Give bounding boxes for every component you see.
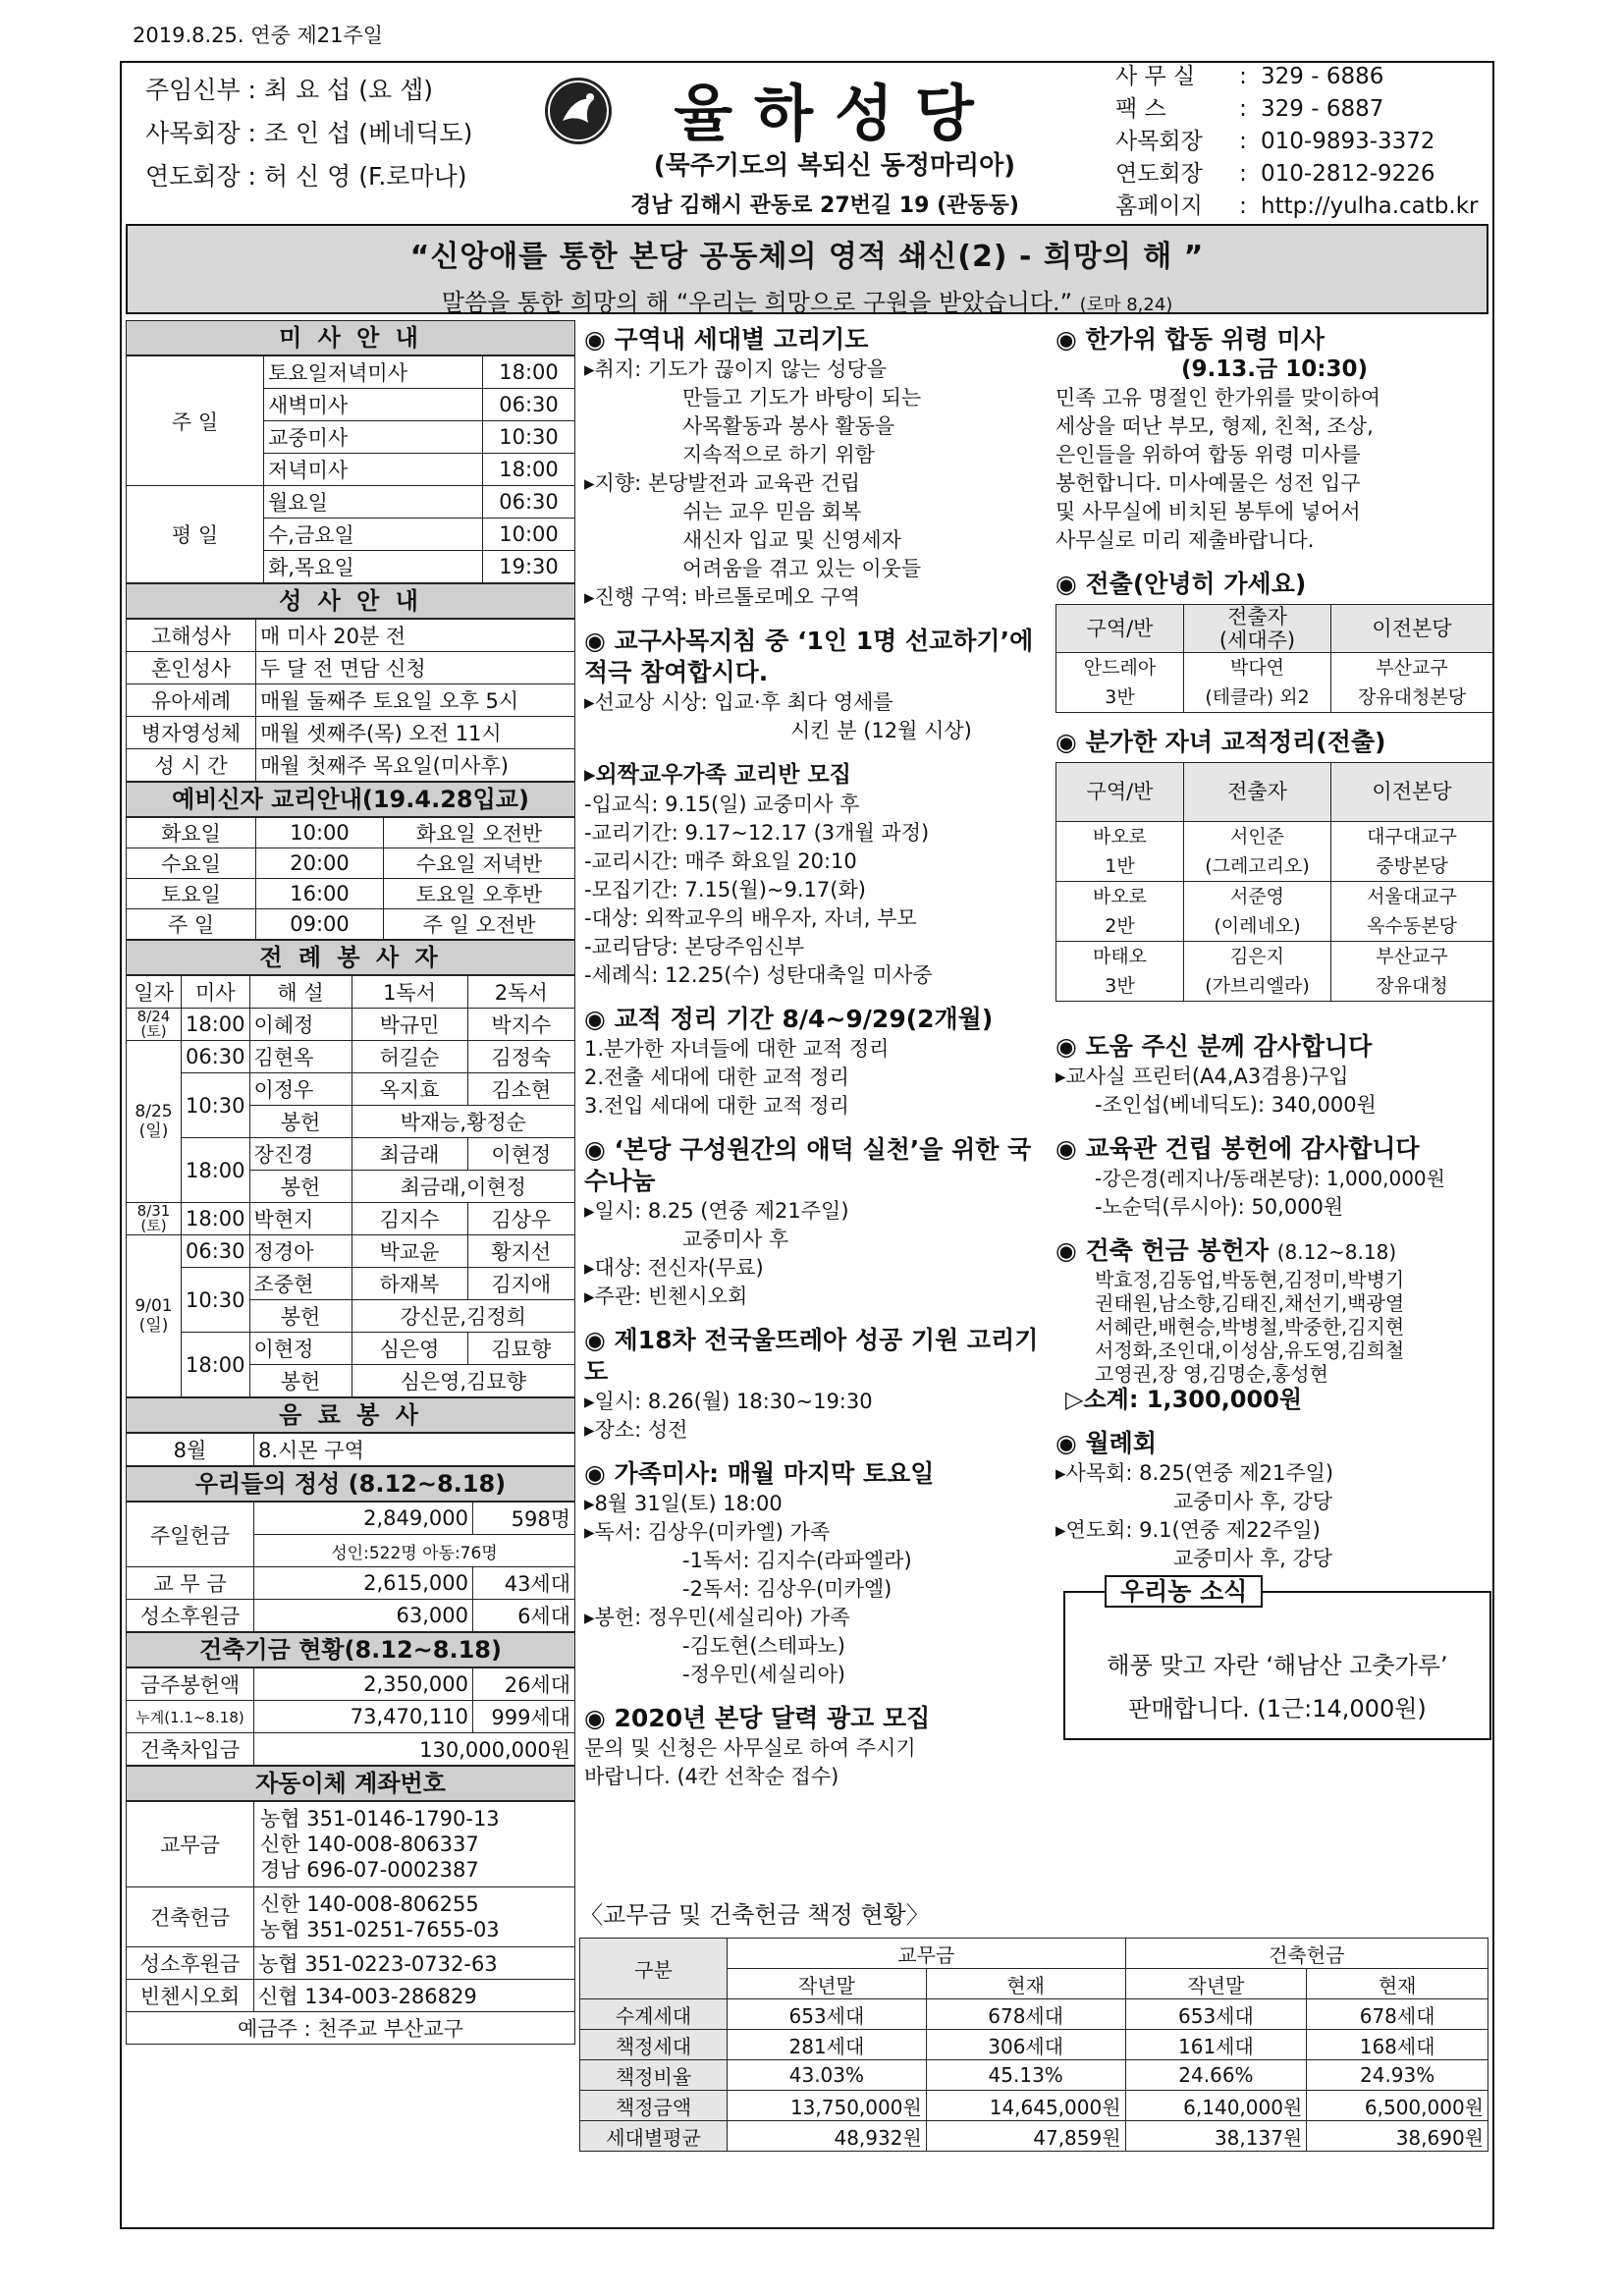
church-subtitle: (묵주기도의 복되신 동정마리아) <box>653 151 1016 181</box>
left-column <box>126 320 575 2045</box>
contact-row: 사목회장 : 010-9893-3372 <box>1115 129 1435 154</box>
donation-total: ▷소계: 1,300,000원 <box>1065 1386 1303 1413</box>
section-heading: ◉ 월례회 <box>1055 1429 1157 1457</box>
right-column: ◉ 한가위 합동 위령 미사 (9.13.금 10:30) 민족 고유 명절인 한가위를 맞이하여 세상을 떠난 부모, 형제, 친척, 조상, 은인들을 위하여 합동 위령 미사를 봉헌합니다. 미사예물은 성전 입구 및 사무실에 비치된 봉투에 넣어서 사무실로 미리 제출바랍니다. ◉ 전출(안녕히 가세요) 구역/반 전출자 (세대주) 이전본당 안드레아 3반 박다연 (테클라) 외2 부산교구 장유대청본당 ◉ 분가한 자녀 교적정리(전출) 구역/반 전출자 이전본당 바오로 1반 서인준 (그레고리오) 대구대교구 중방본당 바오로 2반 서준영 (이레네오) 서울대교구 옥수동본당 마태오 3반 김은지 (가브리엘라) 부산교구 장유대청 ◉ 도움 주신 분께 감사합니다 ▸교사실 프린터(A4,A3겸용)구입 -조인섭(베네딕도): 340,000원 ◉ 교육관 건립 봉헌에 감사합니다 -강은경(레지나/동래본당): 1,000,000원 -노순덕(루시아): 50,000원 ◉ 건축 헌금 봉헌자 (8.12~8.18) 박효정,김동업,박동현,김정미,박병기 권태원,남소향,김태진,채선기,백광열 서혜란,배현승,박병철,박중한,김지현 서정화,조인대,이성삼,유도영,김희철 고영권,장 영,김명순,홍성현 ▷소계: 1,300,000원 ◉ 월례회 ▸사목회: 8.25(연중 제21주일) 교중미사 후, 강당 ▸연도회: 9.1(연중 제22주일) 교중미사 후, 강당 우리농 소식 해풍 맞고 자란 ‘해남산 고춧가루’ 판매합니다. (1근:14,000원) <box>1055 324 1493 1740</box>
section-heading: ◉ ‘본당 구성원간의 애덕 실천’을 위한 국수나눔 <box>584 1135 1032 1195</box>
church-logo-icon <box>545 78 612 144</box>
church-masthead <box>530 63 1080 218</box>
contact-list <box>1115 61 1478 223</box>
catechumen-title: 예비신자 교리안내(19.4.28입교) <box>126 782 575 817</box>
mass-title: 미 사 안 내 <box>126 320 575 355</box>
sacrament-title: 성 사 안 내 <box>126 583 575 619</box>
section-heading: ◉ 도움 주신 분께 감사합니다 <box>1055 1032 1373 1061</box>
clergy-list <box>145 69 472 198</box>
dues-status-table: 구분 교무금 건축헌금 작년말 현재 작년말 현재 수계세대 653세대 678세대 653세대 678세대 책정세대 281세대 306세대 161세대 168세대 책정비율 43.03% 45.13% 24.66% 24.93% 책정금액 13,750,000원 14,645,000원 6,140,000원 6,500,000원 세대별평균 48,932원 47,859원 38,137원 38,690원 <box>579 1938 1488 2152</box>
homepage-link[interactable]: http://yulha.catb.kr <box>1261 193 1479 219</box>
section-heading: ◉ 가족미사: 매월 마지막 토요일 <box>584 1459 935 1488</box>
issue-date: 2019.8.25. 연중 제21주일 <box>133 24 384 47</box>
farm-news-box: 우리농 소식 해풍 맞고 자란 ‘해남산 고춧가루’ 판매합니다. (1근:14,000원) <box>1063 1591 1491 1740</box>
dues-status <box>579 1895 1488 2152</box>
contact-row: 사 무 실 : 329 - 6886 <box>1115 64 1384 89</box>
clergy-row: 주임신부 : 최 요 섭 (요 셉) <box>145 76 433 104</box>
middle-column: ◉ 구역내 세대별 고리기도 ▸취지: 기도가 끊이지 않는 성당을 만들고 기도가 바탕이 되는 사목활동과 봉사 활동을 지속적으로 하기 위함 ▸지향: 본당발전과 교육관 건립 쉬는 교우 믿음 회복 새신자 입교 및 신영세자 어려움을 겪고 있는 이웃들 ▸진행 구역: 바르톨로메오 구역 ◉ 교구사목지침 중 ‘1인 1명 선교하기’에 적극 참여합시다. ▸선교상 시상: 입교·후 최다 영세를 시킨 분 (12월 시상) ▸외짝교우가족 교리반 모집 -입교식: 9.15(일) 교중미사 후 -교리기간: 9.17~12.17 (3개월 과정) -교리시간: 매주 화요일 20:10 -모집기간: 7.15(월)~9.17(화) -대상: 외짝교우의 배우자, 자녀, 부모 -교리담당: 본당주임신부 -세례식: 12.25(수) 성탄대축일 미사중 ◉ 교적 정리 기간 8/4~9/29(2개월) 1.분가한 자녀들에 대한 교적 정리 2.전출 세대에 대한 교적 정리 3.전입 세대에 대한 교적 정리 ◉ ‘본당 구성원간의 애덕 실천’을 위한 국수나눔 ▸일시: 8.25 (연중 제21주일) 교중미사 후 ▸대상: 전신자(무료) ▸주관: 빈첸시오회 ◉ 제18차 전국울뜨레아 성공 기원 고리기도 ▸일시: 8.26(월) 18:30~19:30 ▸장소: 성전 ◉ 가족미사: 매월 마지막 토요일 ▸8월 31일(토) 18:00 ▸독서: 김상우(미카엘) 가족 -1독서: 김지수(라파엘라) -2독서: 김상우(미카엘) ▸봉헌: 정우민(세실리아) 가족 -김도현(스테파노) -정우민(세실리아) ◉ 2020년 본당 달력 광고 모집 문의 및 신청은 사무실로 하여 주시기 바랍니다. (4칸 선착순 접수) <box>584 324 1046 1791</box>
theme-subtitle: 말씀을 통한 희망의 해 “우리는 희망으로 구원을 받았습니다.” (로마 8,24) <box>441 289 1173 316</box>
liturgy-table: 일자 미사 해 설 1독서 2독서 8/24 (토) 18:00 이혜정 박규민 박지수 8/25 (일) 06:30 김현옥 허길순 김정숙 10:30 이정우 옥지효 김소현 봉헌 박재능,황정순 18:00 장진경 최금래 이현정 봉헌 최금래,이현정 8/31 (토) 18:00 박현지 김지수 김상우 9/01 (일) 06:30 정경아 박교윤 황지선 10:30 조중현 하재복 김지애 봉헌 강신문,김정희 18:00 이현정 심은영 김묘향 봉헌 심은영,김묘향 <box>126 975 575 1397</box>
section-heading: ◉ 교적 정리 기간 8/4~9/29(2개월) <box>584 1005 994 1033</box>
theme-banner <box>126 224 1488 314</box>
dues-status-title: 〈교무금 및 건축헌금 책정 현황〉 <box>579 1901 930 1929</box>
church-address: 경남 김해시 관동로 27번길 19 (관동동) <box>630 193 1019 218</box>
drink-table: 8월 8.시몬 구역 <box>126 1433 575 1466</box>
section-heading: ◉ 한가위 합동 위령 미사 <box>1055 325 1325 354</box>
building-fund-table: 금주봉헌액 2,350,000 26세대 누계(1.1~8.18) 73,470,110 999세대 건축차입금 130,000,000원 <box>126 1667 575 1766</box>
section-heading: ◉ 교육관 건립 봉헌에 감사합니다 <box>1055 1134 1420 1163</box>
liturgy-title: 전 례 봉 사 자 <box>126 940 575 975</box>
child-transfer-table: 구역/반 전출자 이전본당 바오로 1반 서인준 (그레고리오) 대구대교구 중방본당 바오로 2반 서준영 (이레네오) 서울대교구 옥수동본당 마태오 3반 김은지 (가브리엘라) 부산교구 장유대청 <box>1055 762 1493 1002</box>
section-heading: ◉ 구역내 세대별 고리기도 <box>584 325 869 354</box>
section-heading: ◉ 건축 헌금 봉헌자 (8.12~8.18) <box>1055 1236 1397 1265</box>
section-heading: ◉ 분가한 자녀 교적정리(전출) <box>1055 728 1386 756</box>
section-heading: ◉ 전출(안녕히 가세요) <box>1055 570 1307 598</box>
contact-row: 연도회장 : 010-2812-9226 <box>1115 161 1435 187</box>
transfer-table: 구역/반 전출자 (세대주) 이전본당 안드레아 3반 박다연 (테클라) 외2 부산교구 장유대청본당 <box>1055 604 1493 713</box>
farm-news-title: 우리농 소식 <box>1105 1575 1263 1608</box>
contact-row: 홈페이지 : http://yulha.catb.kr <box>1115 191 1478 223</box>
contact-row: 팩 스 : 329 - 6887 <box>1115 96 1384 122</box>
section-heading: ◉ 교구사목지침 중 ‘1인 1명 선교하기’에 적극 참여합시다. <box>584 627 1034 686</box>
accounts-title: 자동이체 계좌번호 <box>126 1766 575 1801</box>
sacrament-table: 고해성사 매 미사 20분 전 혼인성사 두 달 전 면담 신청 유아세례 매월 둘째주 토요일 오후 5시 병자영성체 매월 셋째주(목) 오전 11시 성 시 간 매월 첫째주 목요일(미사후) <box>126 619 575 782</box>
theme-title: “신앙애를 통한 본당 공동체의 영적 쇄신(2) - 희망의 해 ” <box>409 240 1205 274</box>
catechumen-table: 화요일 10:00 화요일 오전반 수요일 20:00 수요일 저녁반 토요일 16:00 토요일 오후반 주 일 09:00 주 일 오전반 <box>126 817 575 940</box>
drink-title: 음 료 봉 사 <box>126 1397 575 1433</box>
building-fund-title: 건축기금 현황(8.12~8.18) <box>126 1632 575 1667</box>
clergy-row: 사목회장 : 조 인 섭 (베네딕도) <box>145 119 473 147</box>
section-heading: ▸외짝교우가족 교리반 모집 <box>584 762 851 788</box>
clergy-row: 연도회장 : 허 신 영 (F.로마나) <box>145 162 467 191</box>
offering-table: 주일헌금 2,849,000 598명 성인:522명 아동:76명 교 무 금 2,615,000 43세대 성소후원금 63,000 6세대 <box>126 1502 575 1632</box>
accounts-table: 교무금 농협 351-0146-1790-13 신한 140-008-806337 경남 696-07-0002387 건축헌금 신한 140-008-806255 농협 351-0251-7655-03 성소후원금 농협 351-0223-0732-63 빈첸시오회 신협 134-003-286829 예금주 : 천주교 부산교구 <box>126 1801 575 2045</box>
mass-table: 주 일 토요일저녁미사 18:00 새벽미사 06:30 교중미사 10:30 저녁미사 18:00 평 일 월요일 06:30 수,금요일 10:00 화,목요일 19:30 <box>126 355 575 583</box>
section-heading: ◉ 제18차 전국울뜨레아 성공 기원 고리기도 <box>584 1326 1039 1386</box>
offering-title: 우리들의 정성 (8.12~8.18) <box>126 1466 575 1502</box>
section-heading: ◉ 2020년 본당 달력 광고 모집 <box>584 1704 931 1732</box>
church-name: 율하성당 <box>674 78 996 149</box>
